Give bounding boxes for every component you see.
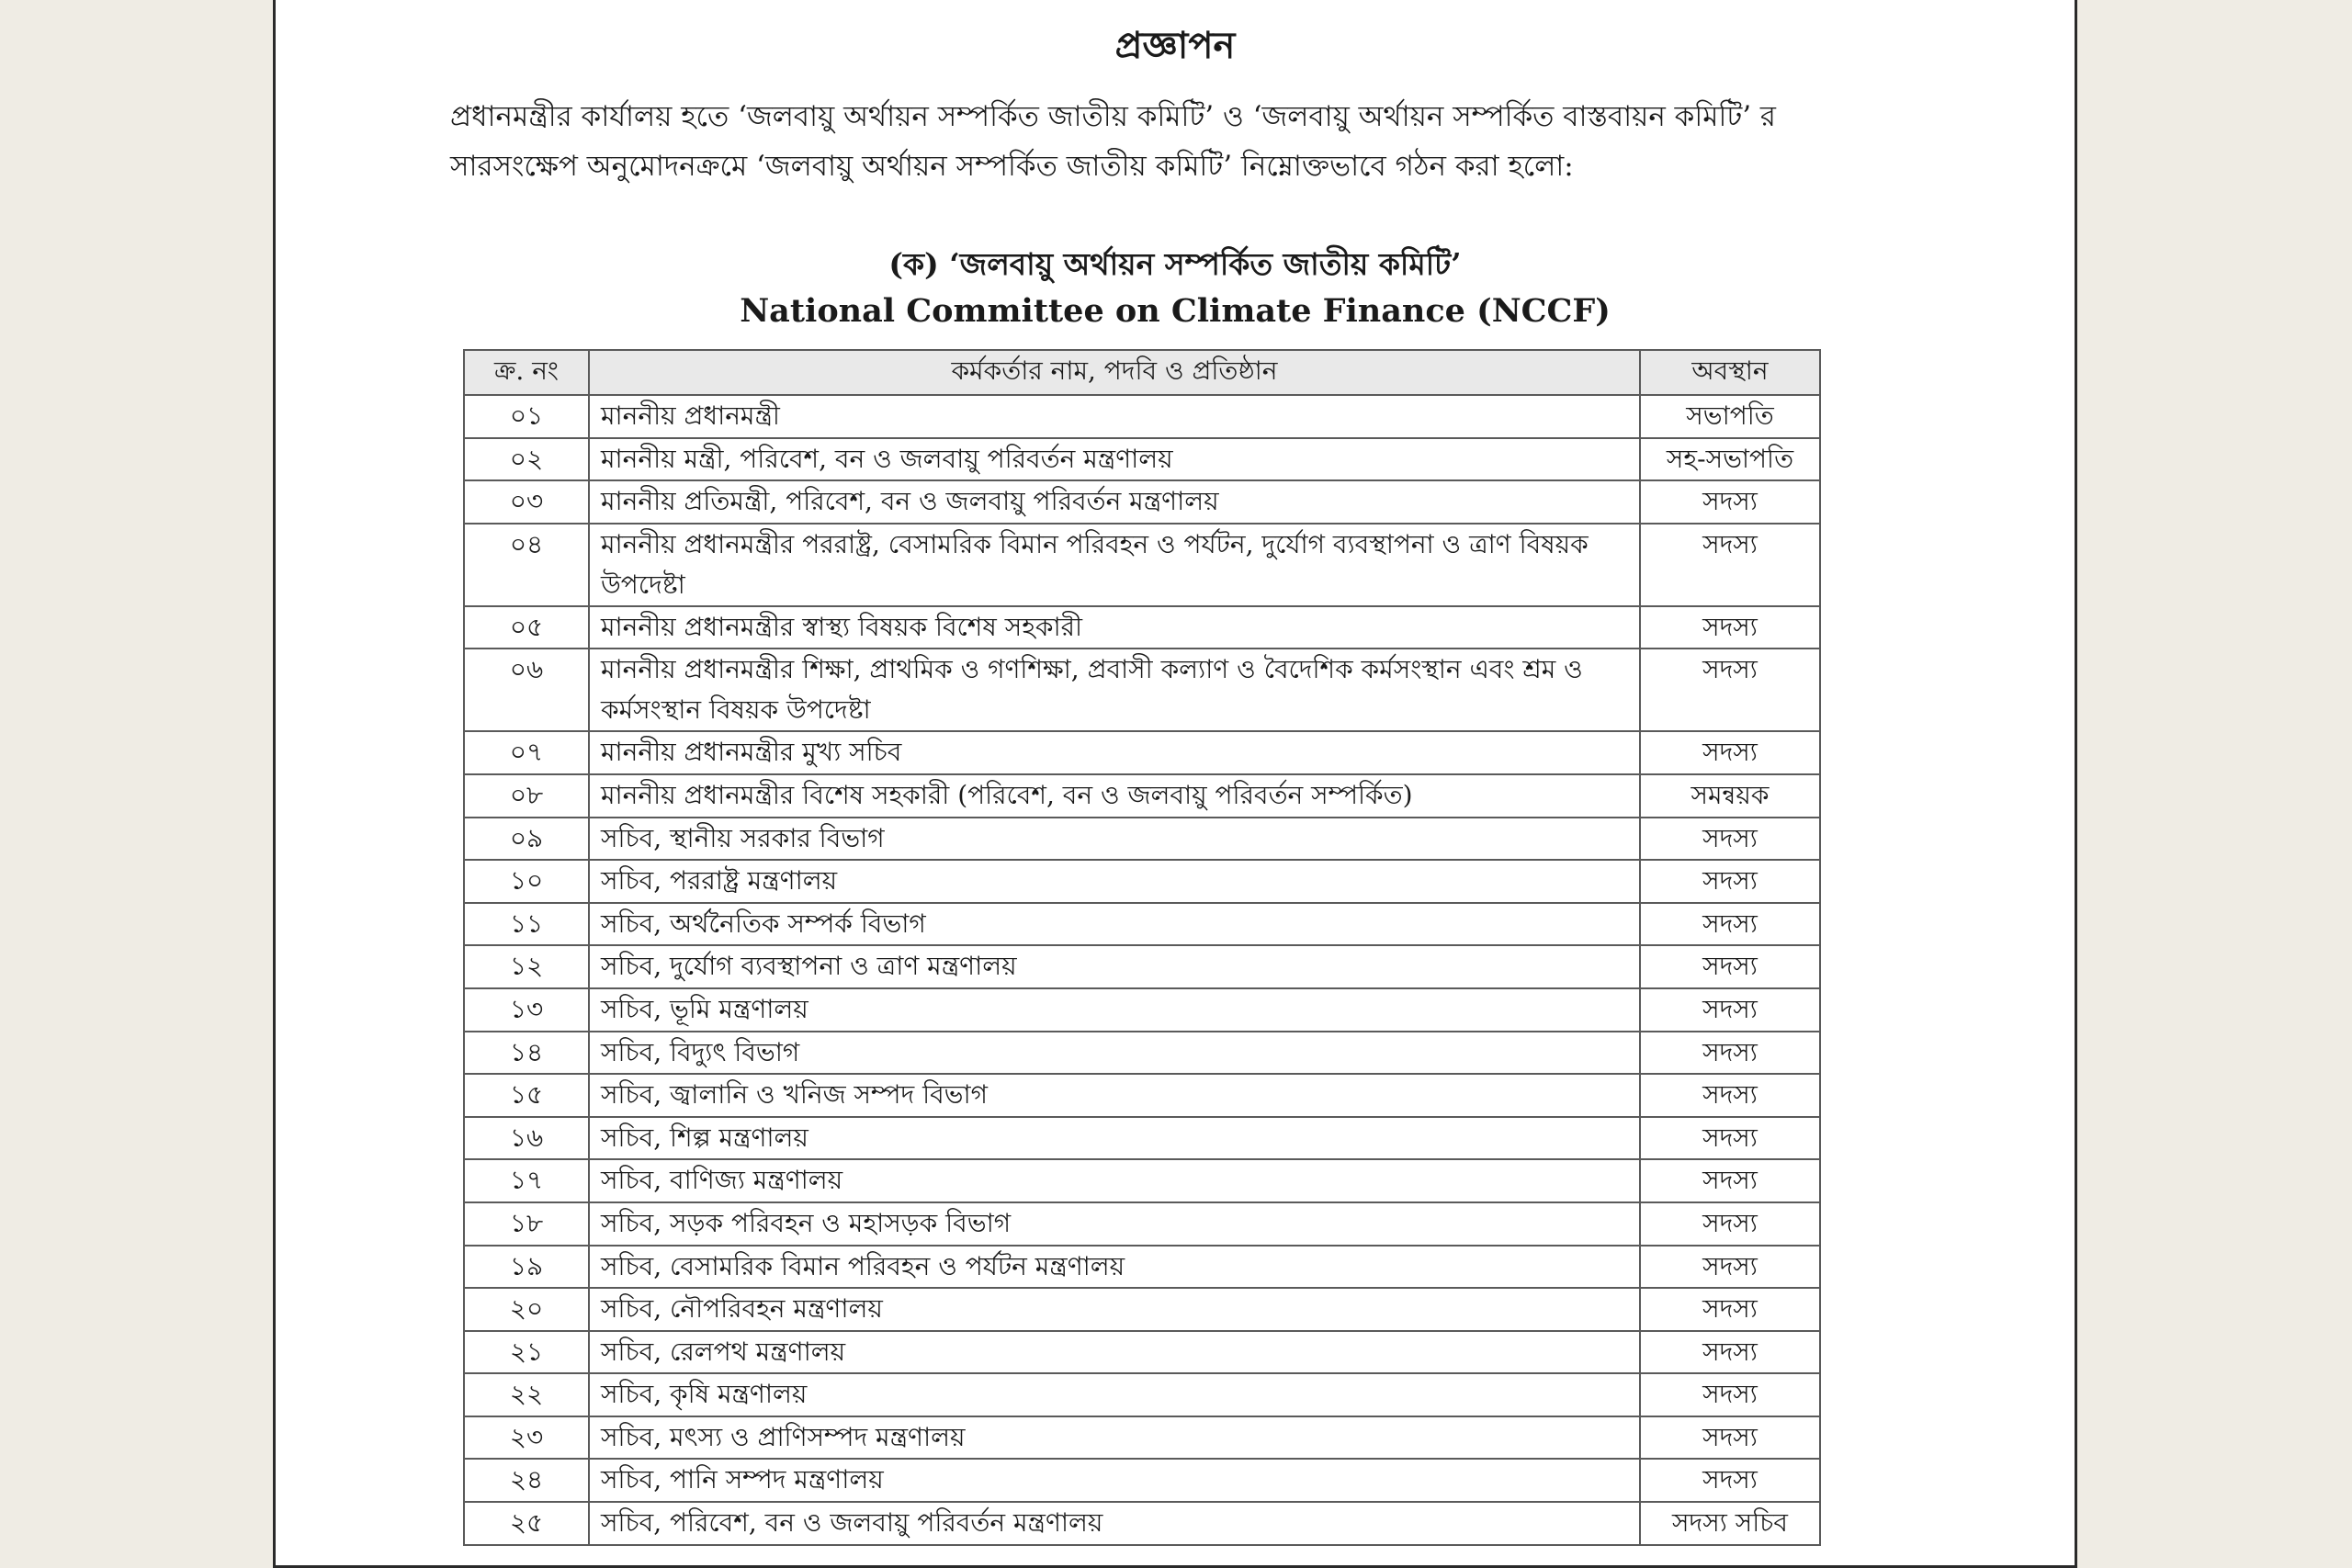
table-row — [464, 1159, 1820, 1202]
serial-no: ২০ — [464, 1288, 589, 1331]
position: সদস্য — [1640, 818, 1820, 861]
officer-name: সচিব, পানি সম্পদ মন্ত্রণালয় — [589, 1459, 1640, 1502]
table-row — [464, 903, 1820, 946]
table-row — [464, 1331, 1820, 1374]
position: সদস্য — [1640, 1032, 1820, 1075]
serial-no: ০৬ — [464, 649, 589, 731]
table-row — [464, 1032, 1820, 1075]
position: সদস্য — [1640, 1459, 1820, 1502]
serial-no: ০৮ — [464, 774, 589, 818]
position: সদস্য — [1640, 1288, 1820, 1331]
position: সদস্য — [1640, 480, 1820, 524]
serial-no: ১৯ — [464, 1246, 589, 1289]
table-row — [464, 945, 1820, 988]
table-row — [464, 818, 1820, 861]
officer-name: মাননীয় প্রতিমন্ত্রী, পরিবেশ, বন ও জলবায়ু পরিবর্তন মন্ত্রণালয় — [589, 480, 1640, 524]
committee-title-en: National Committee on Climate Finance (NCCF) — [740, 292, 1611, 330]
table-row — [464, 395, 1820, 438]
serial-no: ০২ — [464, 438, 589, 481]
position: সমন্বয়ক — [1640, 774, 1820, 818]
serial-no: ০৪ — [464, 524, 589, 606]
officer-name: সচিব, মৎস্য ও প্রাণিসম্পদ মন্ত্রণালয় — [589, 1416, 1640, 1460]
officer-name: সচিব, সড়ক পরিবহন ও মহাসড়ক বিভাগ — [589, 1202, 1640, 1246]
serial-no: ০৫ — [464, 606, 589, 649]
table-row — [464, 1502, 1820, 1545]
table-header-row — [464, 350, 1820, 395]
serial-no: ২২ — [464, 1373, 589, 1416]
position: সদস্য — [1640, 1159, 1820, 1202]
table-row — [464, 649, 1820, 731]
serial-no: ০৯ — [464, 818, 589, 861]
officer-name: সচিব, শিল্প মন্ত্রণালয় — [589, 1117, 1640, 1160]
officer-name: সচিব, রেলপথ মন্ত্রণালয় — [589, 1331, 1640, 1374]
officer-name: মাননীয় প্রধানমন্ত্রীর বিশেষ সহকারী (পরিবেশ, বন ও জলবায়ু পরিবর্তন সম্পর্কিত) — [589, 774, 1640, 818]
serial-no: ০৩ — [464, 480, 589, 524]
table-row — [464, 524, 1820, 606]
intro-paragraph: প্রধানমন্ত্রীর কার্যালয় হতে ‘জলবায়ু অর্থায়ন সম্পর্কিত জাতীয় কমিটি’ ও ‘জলবায়ু অর্থায়ন সম্পর্কিত বাস্তবায়ন কমিটি’ র সারসংক্ষেপ অনুমোদনক্রমে ‘জলবায়ু অর্থায়ন সম্পর্কিত জাতীয় কমিটি’ নিম্নোক্তভাবে গঠন করা হলো: — [450, 100, 1776, 183]
serial-no: ১৭ — [464, 1159, 589, 1202]
serial-no: ১৩ — [464, 988, 589, 1032]
officer-name: সচিব, নৌপরিবহন মন্ত্রণালয় — [589, 1288, 1640, 1331]
serial-no: ০৭ — [464, 731, 589, 774]
officer-name: সচিব, বেসামরিক বিমান পরিবহন ও পর্যটন মন্ত্রণালয় — [589, 1246, 1640, 1289]
officer-name: মাননীয় প্রধানমন্ত্রীর মুখ্য সচিব — [589, 731, 1640, 774]
officer-name: মাননীয় মন্ত্রী, পরিবেশ, বন ও জলবায়ু পরিবর্তন মন্ত্রণালয় — [589, 438, 1640, 481]
header-officer-name: কর্মকর্তার নাম, পদবি ও প্রতিষ্ঠান — [589, 350, 1640, 395]
serial-no: ২৫ — [464, 1502, 589, 1545]
position: সদস্য — [1640, 649, 1820, 731]
position: সদস্য — [1640, 524, 1820, 606]
position: সদস্য — [1640, 1117, 1820, 1160]
table-row — [464, 731, 1820, 774]
serial-no: ২১ — [464, 1331, 589, 1374]
table-row — [464, 1246, 1820, 1289]
officer-name: সচিব, পররাষ্ট্র মন্ত্রণালয় — [589, 860, 1640, 903]
position: সদস্য — [1640, 1416, 1820, 1460]
notice-heading: প্রজ্ঞাপন — [1114, 24, 1236, 67]
table-row — [464, 1117, 1820, 1160]
position: সদস্য — [1640, 1074, 1820, 1117]
table-row — [464, 438, 1820, 481]
serial-no: ১৫ — [464, 1074, 589, 1117]
table-row — [464, 606, 1820, 649]
table-row — [464, 1074, 1820, 1117]
position: সদস্য — [1640, 1373, 1820, 1416]
position: সদস্য — [1640, 1246, 1820, 1289]
serial-no: ১২ — [464, 945, 589, 988]
table-row — [464, 480, 1820, 524]
serial-no: ২৪ — [464, 1459, 589, 1502]
header-serial-no: ক্র. নং — [464, 350, 589, 395]
table-row — [464, 1288, 1820, 1331]
serial-no: ১০ — [464, 860, 589, 903]
position: সদস্য — [1640, 988, 1820, 1032]
table-row — [464, 988, 1820, 1032]
serial-no: ১১ — [464, 903, 589, 946]
position: সহ-সভাপতি — [1640, 438, 1820, 481]
committee-members-table — [463, 349, 1821, 1546]
table-row — [464, 1416, 1820, 1460]
committee-title-bn: (ক) ‘জলবায়ু অর্থায়ন সম্পর্কিত জাতীয় কমিটি’ — [888, 246, 1462, 282]
serial-no: ১৬ — [464, 1117, 589, 1160]
document-page — [273, 0, 2077, 1568]
officer-name: সচিব, বাণিজ্য মন্ত্রণালয় — [589, 1159, 1640, 1202]
officer-name: মাননীয় প্রধানমন্ত্রীর স্বাস্থ্য বিষয়ক বিশেষ সহকারী — [589, 606, 1640, 649]
position: সদস্য — [1640, 1202, 1820, 1246]
serial-no: ২৩ — [464, 1416, 589, 1460]
position: সদস্য — [1640, 606, 1820, 649]
serial-no: ১৮ — [464, 1202, 589, 1246]
position: সভাপতি — [1640, 395, 1820, 438]
officer-name: মাননীয় প্রধানমন্ত্রীর শিক্ষা, প্রাথমিক ও গণশিক্ষা, প্রবাসী কল্যাণ ও বৈদেশিক কর্মসংস্থান এবং শ্রম ও কর্মসংস্থান বিষয়ক উপদেষ্টা — [589, 649, 1640, 731]
serial-no: ১৪ — [464, 1032, 589, 1075]
officer-name: সচিব, জ্বালানি ও খনিজ সম্পদ বিভাগ — [589, 1074, 1640, 1117]
officer-name: সচিব, অর্থনৈতিক সম্পর্ক বিভাগ — [589, 903, 1640, 946]
officer-name: সচিব, দুর্যোগ ব্যবস্থাপনা ও ত্রাণ মন্ত্রণালয় — [589, 945, 1640, 988]
position: সদস্য — [1640, 945, 1820, 988]
table-row — [464, 1459, 1820, 1502]
officer-name: সচিব, বিদ্যুৎ বিভাগ — [589, 1032, 1640, 1075]
position: সদস্য — [1640, 903, 1820, 946]
table-row — [464, 1373, 1820, 1416]
position: সদস্য — [1640, 1331, 1820, 1374]
position: সদস্য সচিব — [1640, 1502, 1820, 1545]
table-row — [464, 860, 1820, 903]
table-row — [464, 1202, 1820, 1246]
serial-no: ০১ — [464, 395, 589, 438]
header-position: অবস্থান — [1640, 350, 1820, 395]
table-row — [464, 774, 1820, 818]
officer-name: সচিব, পরিবেশ, বন ও জলবায়ু পরিবর্তন মন্ত্রণালয় — [589, 1502, 1640, 1545]
officer-name: মাননীয় প্রধানমন্ত্রী — [589, 395, 1640, 438]
position: সদস্য — [1640, 731, 1820, 774]
position: সদস্য — [1640, 860, 1820, 903]
officer-name: সচিব, কৃষি মন্ত্রণালয় — [589, 1373, 1640, 1416]
officer-name: মাননীয় প্রধানমন্ত্রীর পররাষ্ট্র, বেসামরিক বিমান পরিবহন ও পর্যটন, দুর্যোগ ব্যবস্থাপনা ও ত্রাণ বিষয়ক উপদেষ্টা — [589, 524, 1640, 606]
officer-name: সচিব, স্থানীয় সরকার বিভাগ — [589, 818, 1640, 861]
officer-name: সচিব, ভূমি মন্ত্রণালয় — [589, 988, 1640, 1032]
